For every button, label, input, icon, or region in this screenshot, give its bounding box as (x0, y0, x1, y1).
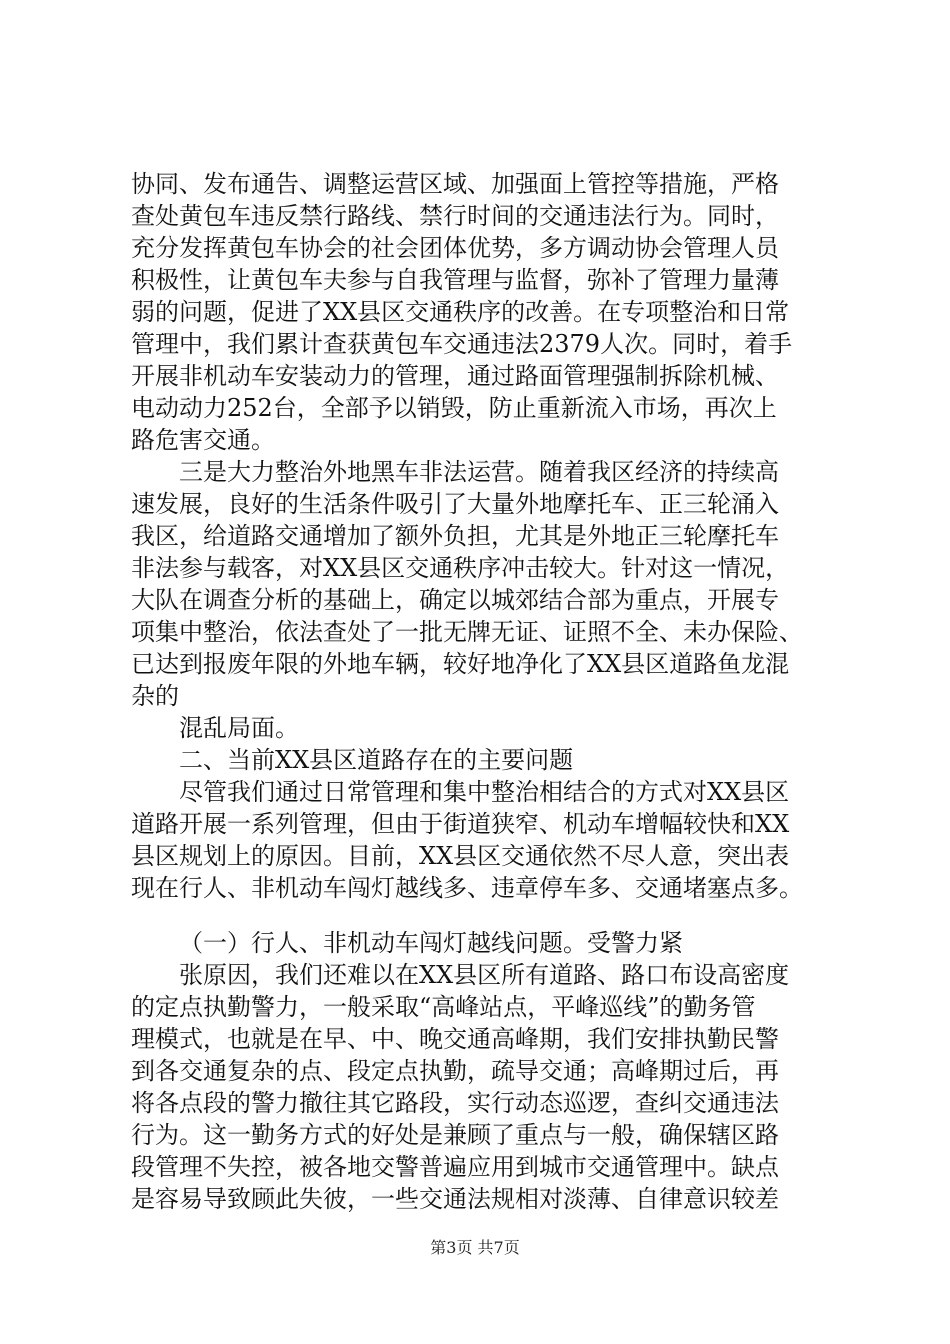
text-line: 现在行人、非机动车闯灯越线多、违章停车多、交通堵塞点多。 (131, 874, 803, 902)
text-line: 段管理不失控，被各地交警普遍应用到城市交通管理中。缺点 (131, 1153, 779, 1181)
text-line: 管理中，我们累计查获黄包车交通违法2379人次。同时，着手 (131, 330, 793, 358)
text-line: 积极性，让黄包车夫参与自我管理与监督，弥补了管理力量薄 (131, 266, 779, 294)
text-line: （一）行人、非机动车闯灯越线问题。受警力紧 (179, 929, 683, 957)
text-line: 弱的问题，促进了XX县区交通秩序的改善。在专项整治和日常 (131, 298, 790, 326)
document-body (131, 168, 831, 1215)
text-line: 县区规划上的原因。目前，XX县区交通依然不尽人意，突出表 (131, 842, 790, 870)
text-line: 将各点段的警力撤往其它路段，实行动态巡逻，查纠交通违法 (131, 1089, 779, 1117)
paragraph-gap (131, 904, 831, 927)
text-line: 我区，给道路交通增加了额外负担，尤其是外地正三轮摩托车 (131, 522, 779, 550)
text-line: 三是大力整治外地黑车非法运营。随着我区经济的持续高 (179, 458, 779, 486)
text-line: 非法参与载客，对XX县区交通秩序冲击较大。针对这一情况， (131, 554, 790, 582)
text-line: 查处黄包车违反禁行路线、禁行时间的交通违法行为。同时， (131, 202, 779, 230)
text-line: 路危害交通。 (131, 426, 275, 454)
text-line: 已达到报废年限的外地车辆，较好地净化了XX县区道路鱼龙混 (131, 650, 790, 678)
text-line: 杂的 (131, 682, 179, 710)
text-line: 协同、发布通告、调整运营区域、加强面上管控等措施，严格 (131, 170, 779, 198)
text-line: 行为。这一勤务方式的好处是兼顾了重点与一般，确保辖区路 (131, 1121, 779, 1149)
text-line: 二、当前XX县区道路存在的主要问题 (179, 746, 574, 774)
text-line: 充分发挥黄包车协会的社会团体优势，多方调动协会管理人员 (131, 234, 779, 262)
text-line: 大队在调查分析的基础上，确定以城郊结合部为重点，开展专 (131, 586, 779, 614)
text-line: 到各交通复杂的点、段定点执勤，疏导交通；高峰期过后，再 (131, 1057, 779, 1085)
text-line: 混乱局面。 (179, 714, 299, 742)
text-line: 张原因，我们还难以在XX县区所有道路、路口布设高密度 (179, 961, 790, 989)
text-line: 的定点执勤警力，一般采取“高峰站点，平峰巡线”的勤务管 (131, 993, 756, 1021)
text-line: 开展非机动车安装动力的管理，通过路面管理强制拆除机械、 (131, 362, 779, 390)
text-line: 是容易导致顾此失彼，一些交通法规相对淡薄、自律意识较差 (131, 1185, 779, 1213)
text-line: 项集中整治，依法查处了一批无牌无证、证照不全、未办保险、 (131, 618, 803, 646)
text-line: 速发展，良好的生活条件吸引了大量外地摩托车、正三轮涌入 (131, 490, 779, 518)
text-line: 理模式，也就是在早、中、晚交通高峰期，我们安排执勤民警 (131, 1025, 779, 1053)
text-line: 电动动力252台，全部予以销毁，防止重新流入市场，再次上 (131, 394, 777, 422)
text-line: 道路开展一系列管理，但由于街道狭窄、机动车增幅较快和XX (131, 810, 790, 838)
page-footer: 第3页 共7页 (430, 1238, 520, 1257)
text-line: 尽管我们通过日常管理和集中整治相结合的方式对XX县区 (179, 778, 790, 806)
